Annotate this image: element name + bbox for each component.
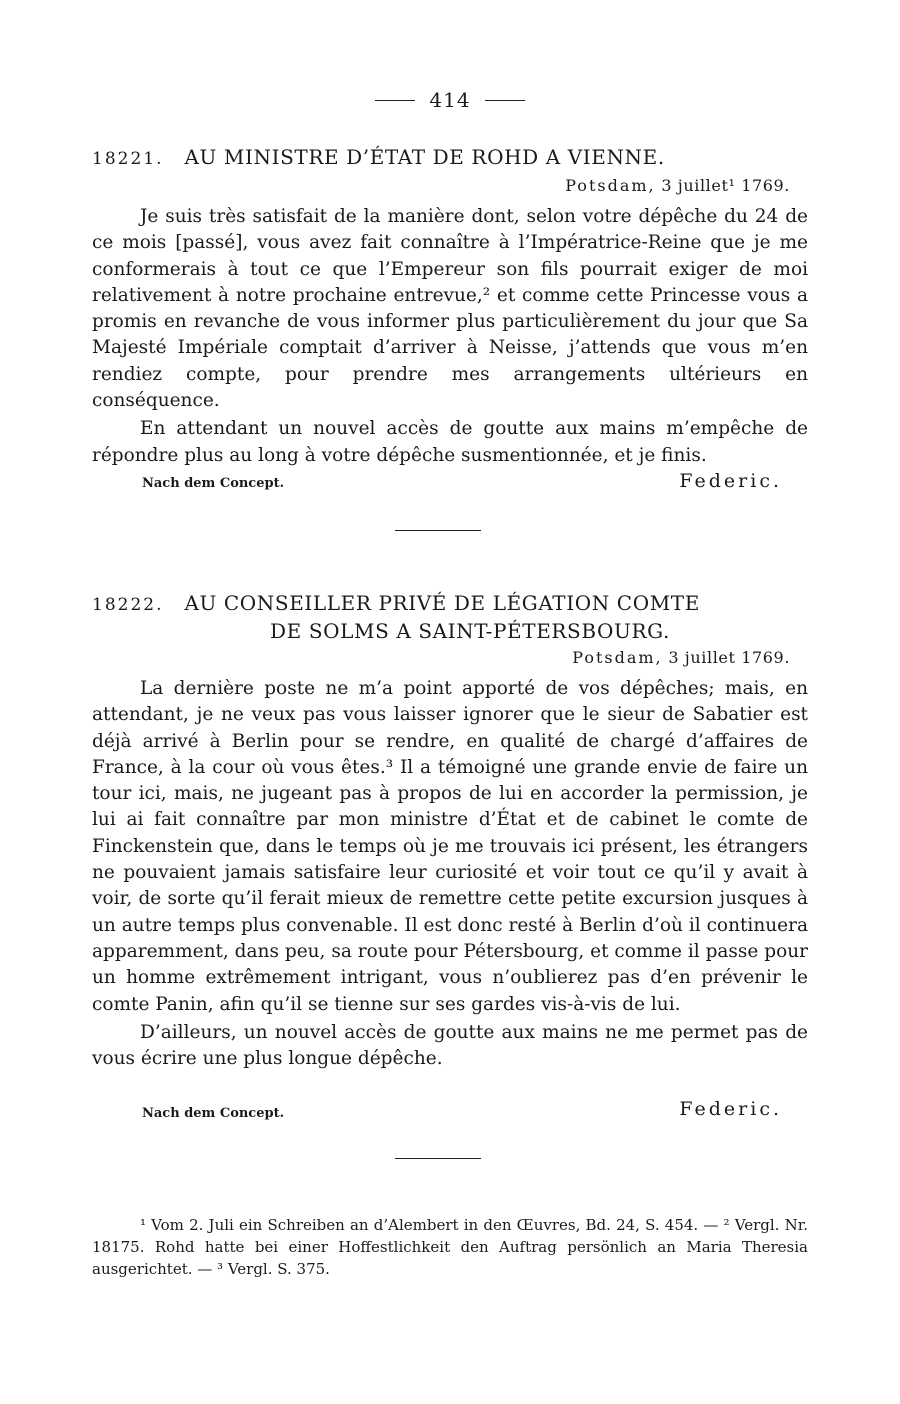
letter-1-signature: Federic. <box>679 470 782 492</box>
letter-2-body <box>92 676 808 1072</box>
letter-2-paragraph-1: La dernière poste ne m’a point apporté de vos dépêches; mais, en attendant, je ne veux pas vous laisser ignorer que le sieur de Sabatier est déjà arrivé à Berlin pour se rendre, en qualité de chargé d’affaires de France, à la cour où vous êtes.³ Il a témoigné une grande envie de faire un tour ici, mais, ne jugeant pas à propos de lui en accorder la permission, je lui ai fait connaître par mon ministre d’État et de cabinet le comte de Finckenstein que, dans le temps où je me trouvais ici présent, les étrangers ne pouvaient jamais satisfaire leur curiosité et voir tout ce qu’il y avait à voir, de sorte qu’il ferait mieux de remettre cette petite excursion jusques à un autre temps plus convenable. Il est donc resté à Berlin d’où il continuera apparemment, dans peu, sa route pour Pétersbourg, et comme il passe pour un homme extrêmement intrigant, vous n’oublierez pas d’en prévenir le comte Panin, afin qu’il se tienne sur ses gardes vis-à-vis de lui. <box>92 678 808 1015</box>
letter-2-dateline <box>572 648 790 667</box>
letter-1-date: 3 juillet¹ 1769. <box>661 176 790 195</box>
letter-1-number: 18221. <box>92 149 164 169</box>
page-header <box>0 88 900 112</box>
letter-1-place: Potsdam, <box>565 176 656 195</box>
letter-1-paragraph-1: Je suis très satisfait de la manière dont, selon votre dépêche du 24 de ce mois [passé], vous avez fait connaître à l’Impératrice-Reine que je me conformerais à tout ce que l’Empereur son fils pourrait exiger de moi relativement à notre prochaine entrevue,² et comme cette Princesse vous a promis en revanche de vous informer plus particulièrement du jour que Sa Majesté Impériale comptait d’arriver à Neisse, j’attends que vous m’en rendiez compte, pour prendre mes arrangements ultérieurs en conséquence. <box>92 206 808 412</box>
letter-1-dateline <box>565 176 790 195</box>
letter-2-place: Potsdam, <box>572 648 663 667</box>
header-rule-left <box>375 100 415 101</box>
letter-1-paragraph-2: En attendant un nouvel accès de goutte aux mains m’empêche de répondre plus au long à votre dépêche susmentionnée, et je finis. <box>92 418 808 466</box>
letter-2-date: 3 juillet 1769. <box>668 648 790 667</box>
letter-2-paragraph-2: D’ailleurs, un nouvel accès de goutte aux mains ne me permet pas de vous écrire une plus longue dépêche. <box>92 1021 808 1070</box>
letter-2-title-line-2: DE SOLMS A SAINT-PÉTERSBOURG. <box>270 619 670 643</box>
letter-1-heading <box>92 144 808 172</box>
letter-2-title-line-1: AU CONSEILLER PRIVÉ DE LÉGATION COMTE <box>184 591 700 615</box>
footnotes <box>92 1214 808 1280</box>
separator-rule-2 <box>395 1158 481 1159</box>
letter-1-title: AU MINISTRE D’ÉTAT DE ROHD A VIENNE. <box>184 145 665 169</box>
footnotes-text: ¹ Vom 2. Juli ein Schreiben an d’Alembert in den Œuvres, Bd. 24, S. 454. — ² Vergl. Nr. 18175. Rohd hatte bei einer Hoffestlichkeit den Auftrag persönlich an Maria Theresia ausgerichtet. — ³ Vergl. S. 375. <box>92 1216 808 1278</box>
letter-2-heading <box>92 590 808 644</box>
separator-rule-1 <box>395 530 481 531</box>
letter-1-source-note: Nach dem Concept. <box>142 476 285 491</box>
letter-1-body <box>92 204 808 469</box>
header-rule-right <box>485 100 525 101</box>
letter-2-number: 18222. <box>92 595 164 615</box>
letter-2-signature: Federic. <box>679 1098 782 1120</box>
letter-2-source-note: Nach dem Concept. <box>142 1106 285 1121</box>
page-number: 414 <box>429 88 471 112</box>
